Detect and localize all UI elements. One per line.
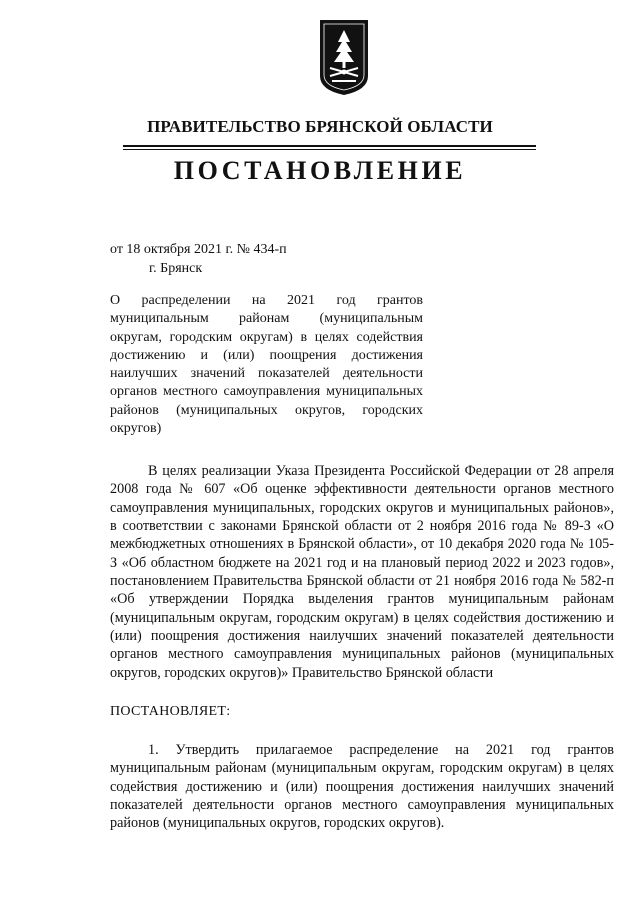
document-subject: О распределении на 2021 год грантов муниципальным районам (муниципальным округам, городским округам) в целях содействия достижению и (или) поощрения достижения наилучших значений показателей деятельности органов местного самоуправления муниципальных районов (муниципальных округов, городских округов) <box>110 293 423 437</box>
header-rule-thin <box>123 149 536 150</box>
document-type-title: ПОСТАНОВЛЕНИЕ <box>173 156 467 185</box>
document-city: г. Брянск <box>149 261 203 276</box>
header-rule-thick <box>123 145 536 147</box>
resolution-item-1: 1. Утвердить прилагаемое распределение на 2021 год грантов муниципальным районам (муниципальным округам, городским округам) в целях содействия достижению и (или) поощрения достижения наилучших значений показателей деятельности органов местного самоуправления муниципальных районов (муниципальных округов, городских округов). <box>110 742 614 832</box>
government-title: ПРАВИТЕЛЬСТВО БРЯНСКОЙ ОБЛАСТИ <box>147 117 493 136</box>
bryansk-coat-of-arms-icon <box>318 18 370 96</box>
document-date-number: от 18 октября 2021 г. № 434-п <box>110 242 287 257</box>
preamble-paragraph: В целях реализации Указа Президента Российской Федерации от 28 апреля 2008 года № 607 «Об оценке эффективности деятельности органов местного самоуправления муниципальных, городских округов и муниципальных районов», в соответствии с законами Брянской области от 2 ноября 2016 года № 89-З «О межбюджетных отношениях в Брянской области», от 10 декабря 2020 года № 105-З «Об областном бюджете на 2021 год и на плановый период 2022 и 2023 годов», постановлением Правительства Брянской области от 21 ноября 2016 года № 582-п «Об утверждении Порядка выделения грантов муниципальным районам (муниципальным округам, городским округам) в целях содействия достижению и (или) поощрения достижения наилучших значений показателей деятельности органов местного самоуправления муниципальных районов (муниципальных округов, городских округов)» Правительство Брянской области <box>110 463 614 681</box>
resolves-heading: ПОСТАНОВЛЯЕТ: <box>110 704 231 719</box>
